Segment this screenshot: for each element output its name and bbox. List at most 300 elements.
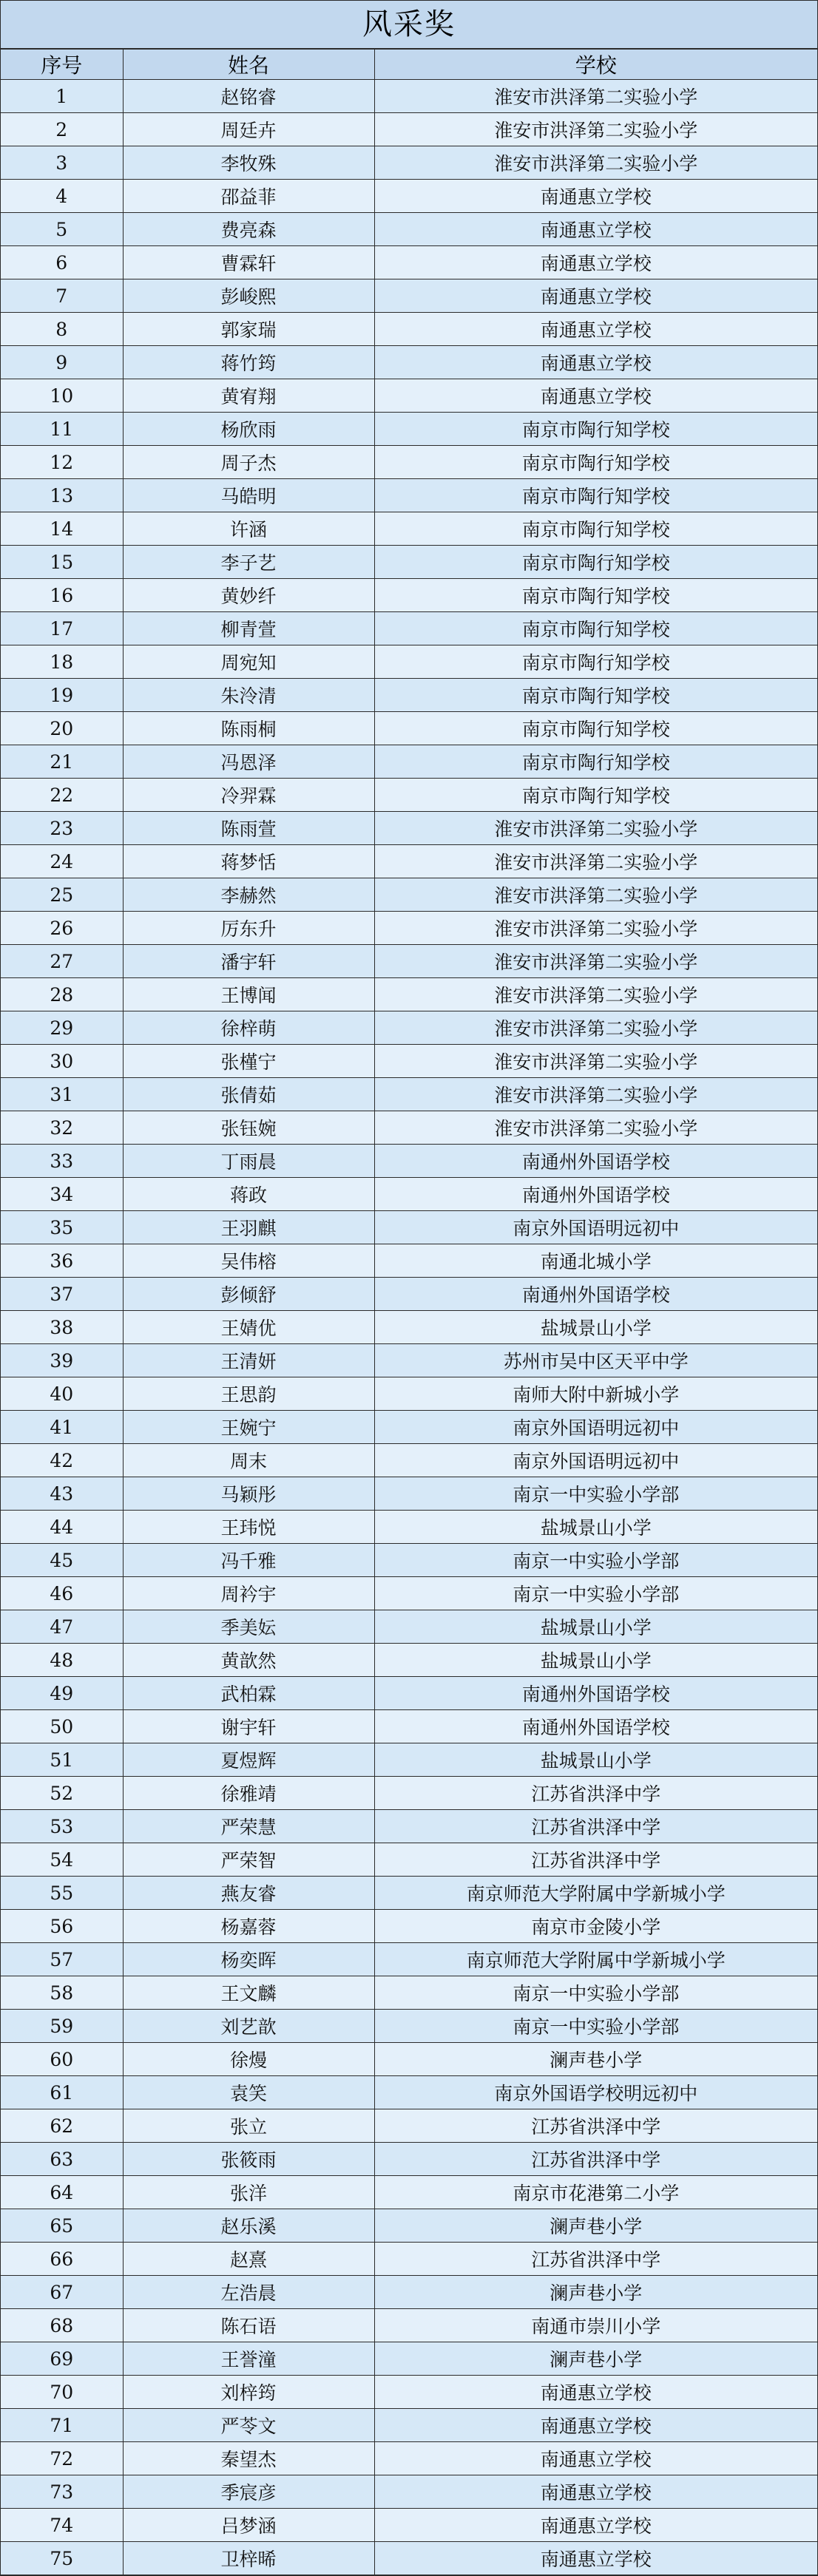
school-cell: 南通惠立学校 [374,2509,817,2542]
name-cell: 冷羿霖 [123,779,374,812]
school-cell: 南通惠立学校 [374,2409,817,2442]
name-cell: 严苓文 [123,2409,374,2442]
index-cell: 71 [1,2409,123,2442]
name-cell: 周廷卉 [123,113,374,146]
name-cell: 杨嘉蓉 [123,1910,374,1943]
index-cell: 21 [1,745,123,779]
school-cell: 南通惠立学校 [374,2475,817,2509]
table-row [1,845,817,878]
school-cell: 南师大附中新城小学 [374,1377,817,1411]
name-cell: 潘宇轩 [123,945,374,978]
name-cell: 张倩茹 [123,1078,374,1111]
index-cell: 46 [1,1577,123,1610]
table-row [1,2043,817,2076]
table-row [1,1843,817,1877]
table-row [1,246,817,279]
table-row [1,1311,817,1344]
index-cell: 11 [1,413,123,446]
index-cell: 40 [1,1377,123,1411]
school-cell: 南京外国语明远初中 [374,1211,817,1244]
school-cell: 南京市陶行知学校 [374,579,817,612]
index-cell: 72 [1,2442,123,2475]
name-cell: 张钰婉 [123,1111,374,1145]
index-cell: 28 [1,978,123,1011]
index-cell: 57 [1,1943,123,1976]
table-row [1,2143,817,2176]
name-cell: 彭倾舒 [123,1278,374,1311]
name-cell: 秦望杰 [123,2442,374,2475]
index-cell: 13 [1,479,123,512]
table-row [1,745,817,779]
name-cell: 黄妙纤 [123,579,374,612]
table-row [1,546,817,579]
table-row [1,1344,817,1377]
table-row [1,1477,817,1511]
table-row [1,1777,817,1810]
school-cell: 南京市陶行知学校 [374,712,817,745]
school-cell: 淮安市洪泽第二实验小学 [374,80,817,113]
table-row [1,945,817,978]
index-cell: 53 [1,1810,123,1843]
name-cell: 王羽麒 [123,1211,374,1244]
school-cell: 盐城景山小学 [374,1644,817,1677]
index-cell: 56 [1,1910,123,1943]
name-cell: 黄宥翔 [123,379,374,413]
table-row [1,1278,817,1311]
table-row [1,213,817,246]
name-cell: 严荣慧 [123,1810,374,1843]
school-cell: 淮安市洪泽第二实验小学 [374,1078,817,1111]
index-cell: 1 [1,80,123,113]
name-cell: 厉东升 [123,912,374,945]
school-cell: 淮安市洪泽第二实验小学 [374,878,817,912]
name-cell: 费亮森 [123,213,374,246]
table-row [1,912,817,945]
table-row [1,379,817,413]
name-cell: 吕梦涵 [123,2509,374,2542]
name-cell: 朱泠清 [123,679,374,712]
index-cell: 45 [1,1544,123,1577]
table-row [1,1444,817,1477]
school-cell: 南通惠立学校 [374,2442,817,2475]
header-name: 姓名 [123,50,374,80]
index-cell: 58 [1,1976,123,2010]
table-row [1,1943,817,1976]
index-cell: 6 [1,246,123,279]
index-cell: 73 [1,2475,123,2509]
index-cell: 24 [1,845,123,878]
index-cell: 22 [1,779,123,812]
table-row [1,2276,817,2309]
name-cell: 杨欣雨 [123,413,374,446]
index-cell: 29 [1,1011,123,1045]
index-cell: 63 [1,2143,123,2176]
table-row [1,812,817,845]
school-cell: 淮安市洪泽第二实验小学 [374,146,817,180]
table-row [1,2243,817,2276]
table-row [1,1677,817,1710]
index-cell: 25 [1,878,123,912]
name-cell: 黄歆然 [123,1644,374,1677]
index-cell: 16 [1,579,123,612]
table-row [1,1743,817,1777]
table-row [1,279,817,313]
index-cell: 10 [1,379,123,413]
table-row [1,1045,817,1078]
table-row [1,579,817,612]
name-cell: 吴伟榕 [123,1244,374,1278]
school-cell: 南京一中实验小学部 [374,1544,817,1577]
school-cell: 南京市陶行知学校 [374,612,817,645]
name-cell: 刘梓筠 [123,2376,374,2409]
index-cell: 2 [1,113,123,146]
name-cell: 蒋竹筠 [123,346,374,379]
school-cell: 江苏省洪泽中学 [374,2143,817,2176]
name-cell: 王思韵 [123,1377,374,1411]
table-row [1,779,817,812]
table-row [1,2376,817,2409]
school-cell: 南京师范大学附属中学新城小学 [374,1877,817,1910]
table-row [1,2176,817,2209]
school-cell: 江苏省洪泽中学 [374,2243,817,2276]
index-cell: 35 [1,1211,123,1244]
school-cell: 南京市花港第二小学 [374,2176,817,2209]
name-cell: 陈石语 [123,2309,374,2342]
name-cell: 李牧殊 [123,146,374,180]
name-cell: 彭峻熙 [123,279,374,313]
index-cell: 37 [1,1278,123,1311]
school-cell: 南京市金陵小学 [374,1910,817,1943]
school-cell: 淮安市洪泽第二实验小学 [374,912,817,945]
school-cell: 南京一中实验小学部 [374,1976,817,2010]
index-cell: 55 [1,1877,123,1910]
table-row [1,712,817,745]
index-cell: 3 [1,146,123,180]
index-cell: 52 [1,1777,123,1810]
index-cell: 64 [1,2176,123,2209]
name-cell: 刘艺歆 [123,2010,374,2043]
school-cell: 南通州外国语学校 [374,1145,817,1178]
school-cell: 南京一中实验小学部 [374,1477,817,1511]
index-cell: 34 [1,1178,123,1211]
name-cell: 徐梓萌 [123,1011,374,1045]
index-cell: 20 [1,712,123,745]
name-cell: 邵益菲 [123,180,374,213]
index-cell: 27 [1,945,123,978]
table-row [1,446,817,479]
table-row [1,1877,817,1910]
index-cell: 9 [1,346,123,379]
school-cell: 淮安市洪泽第二实验小学 [374,945,817,978]
index-cell: 66 [1,2243,123,2276]
name-cell: 张槿宁 [123,1045,374,1078]
index-cell: 62 [1,2109,123,2143]
name-cell: 王婧优 [123,1311,374,1344]
school-cell: 南通州外国语学校 [374,1278,817,1311]
table-row [1,1577,817,1610]
index-cell: 44 [1,1511,123,1544]
name-cell: 李赫然 [123,878,374,912]
index-cell: 75 [1,2542,123,2575]
table-row [1,413,817,446]
index-cell: 4 [1,180,123,213]
name-cell: 张筱雨 [123,2143,374,2176]
header-index: 序号 [1,50,123,80]
name-cell: 卫梓晞 [123,2542,374,2575]
table-row [1,2109,817,2143]
table-row [1,1644,817,1677]
school-cell: 苏州市吴中区天平中学 [374,1344,817,1377]
school-cell: 南通惠立学校 [374,313,817,346]
school-cell: 南通惠立学校 [374,279,817,313]
school-cell: 南通惠立学校 [374,246,817,279]
school-cell: 江苏省洪泽中学 [374,1843,817,1877]
school-cell: 南通惠立学校 [374,2376,817,2409]
school-cell: 盐城景山小学 [374,1743,817,1777]
index-cell: 49 [1,1677,123,1710]
table-row [1,612,817,645]
school-cell: 南京市陶行知学校 [374,645,817,679]
name-cell: 许涵 [123,512,374,546]
school-cell: 澜声巷小学 [374,2043,817,2076]
school-cell: 澜声巷小学 [374,2209,817,2243]
name-cell: 蒋政 [123,1178,374,1211]
table-row [1,113,817,146]
name-cell: 丁雨晨 [123,1145,374,1178]
table-row [1,1111,817,1145]
index-cell: 68 [1,2309,123,2342]
index-cell: 42 [1,1444,123,1477]
school-cell: 盐城景山小学 [374,1511,817,1544]
index-cell: 61 [1,2076,123,2109]
school-cell: 南京外国语明远初中 [374,1411,817,1444]
school-cell: 淮安市洪泽第二实验小学 [374,1011,817,1045]
name-cell: 马颖彤 [123,1477,374,1511]
name-cell: 王文麟 [123,1976,374,2010]
school-cell: 澜声巷小学 [374,2342,817,2376]
table-row [1,1511,817,1544]
school-cell: 淮安市洪泽第二实验小学 [374,1045,817,1078]
table-row [1,2342,817,2376]
school-cell: 盐城景山小学 [374,1610,817,1644]
index-cell: 65 [1,2209,123,2243]
name-cell: 徐雅靖 [123,1777,374,1810]
table-row [1,645,817,679]
school-cell: 江苏省洪泽中学 [374,2109,817,2143]
name-cell: 曹霖轩 [123,246,374,279]
table-row [1,1011,817,1045]
name-cell: 王博闻 [123,978,374,1011]
school-cell: 淮安市洪泽第二实验小学 [374,978,817,1011]
name-cell: 季美妘 [123,1610,374,1644]
index-cell: 7 [1,279,123,313]
school-cell: 南通北城小学 [374,1244,817,1278]
school-cell: 南京一中实验小学部 [374,2010,817,2043]
school-cell: 南通惠立学校 [374,180,817,213]
name-cell: 左浩晨 [123,2276,374,2309]
school-cell: 南通州外国语学校 [374,1677,817,1710]
name-cell: 王婉宁 [123,1411,374,1444]
table-row [1,1610,817,1644]
name-cell: 周末 [123,1444,374,1477]
table-row [1,1211,817,1244]
school-cell: 江苏省洪泽中学 [374,1810,817,1843]
school-cell: 南京外国语明远初中 [374,1444,817,1477]
table-row [1,313,817,346]
index-cell: 60 [1,2043,123,2076]
header-school: 学校 [374,50,817,80]
name-cell: 周衿宇 [123,1577,374,1610]
index-cell: 5 [1,213,123,246]
name-cell: 袁笑 [123,2076,374,2109]
index-cell: 17 [1,612,123,645]
table-row [1,1244,817,1278]
winners-table [1,49,817,2575]
table-row [1,1145,817,1178]
table-row [1,2209,817,2243]
index-cell: 41 [1,1411,123,1444]
school-cell: 南京一中实验小学部 [374,1577,817,1610]
table-row [1,2309,817,2342]
name-cell: 夏煜辉 [123,1743,374,1777]
table-row [1,2409,817,2442]
name-cell: 周宛知 [123,645,374,679]
name-cell: 马皓明 [123,479,374,512]
school-cell: 南京市陶行知学校 [374,745,817,779]
table-row [1,978,817,1011]
school-cell: 南通惠立学校 [374,346,817,379]
school-cell: 南京市陶行知学校 [374,512,817,546]
table-row [1,2509,817,2542]
school-cell: 澜声巷小学 [374,2276,817,2309]
table-row [1,80,817,113]
table-row [1,1710,817,1743]
school-cell: 南京市陶行知学校 [374,779,817,812]
index-cell: 30 [1,1045,123,1078]
name-cell: 柳青萱 [123,612,374,645]
index-cell: 59 [1,2010,123,2043]
table-row [1,346,817,379]
index-cell: 31 [1,1078,123,1111]
index-cell: 32 [1,1111,123,1145]
index-cell: 51 [1,1743,123,1777]
school-cell: 淮安市洪泽第二实验小学 [374,1111,817,1145]
name-cell: 严荣智 [123,1843,374,1877]
name-cell: 张洋 [123,2176,374,2209]
index-cell: 69 [1,2342,123,2376]
table-row [1,2542,817,2575]
index-cell: 54 [1,1843,123,1877]
table-row [1,1544,817,1577]
header-row [1,50,817,80]
school-cell: 南通惠立学校 [374,2542,817,2575]
school-cell: 南京市陶行知学校 [374,413,817,446]
table-row [1,2475,817,2509]
name-cell: 冯千雅 [123,1544,374,1577]
table-row [1,146,817,180]
index-cell: 15 [1,546,123,579]
name-cell: 蒋梦恬 [123,845,374,878]
name-cell: 赵熹 [123,2243,374,2276]
school-cell: 盐城景山小学 [374,1311,817,1344]
name-cell: 季宸彦 [123,2475,374,2509]
table-row [1,2076,817,2109]
table-row [1,1178,817,1211]
table-row [1,479,817,512]
table-row [1,878,817,912]
index-cell: 39 [1,1344,123,1377]
school-cell: 南京市陶行知学校 [374,679,817,712]
school-cell: 南京市陶行知学校 [374,446,817,479]
table-row [1,679,817,712]
school-cell: 南京市陶行知学校 [374,479,817,512]
table-row [1,1810,817,1843]
name-cell: 徐熳 [123,2043,374,2076]
index-cell: 18 [1,645,123,679]
name-cell: 赵乐溪 [123,2209,374,2243]
school-cell: 淮安市洪泽第二实验小学 [374,845,817,878]
table-row [1,180,817,213]
name-cell: 冯恩泽 [123,745,374,779]
name-cell: 陈雨萱 [123,812,374,845]
index-cell: 50 [1,1710,123,1743]
table-row [1,2010,817,2043]
index-cell: 74 [1,2509,123,2542]
school-cell: 南京市陶行知学校 [374,546,817,579]
table-row [1,1411,817,1444]
table-row [1,1078,817,1111]
name-cell: 王清妍 [123,1344,374,1377]
name-cell: 张立 [123,2109,374,2143]
school-cell: 南通市崇川小学 [374,2309,817,2342]
index-cell: 67 [1,2276,123,2309]
school-cell: 南京外国语学校明远初中 [374,2076,817,2109]
school-cell: 淮安市洪泽第二实验小学 [374,113,817,146]
index-cell: 38 [1,1311,123,1344]
name-cell: 李子艺 [123,546,374,579]
school-cell: 南通州外国语学校 [374,1710,817,1743]
name-cell: 谢宇轩 [123,1710,374,1743]
table-title: 风采奖 [1,1,817,49]
index-cell: 26 [1,912,123,945]
name-cell: 周子杰 [123,446,374,479]
index-cell: 70 [1,2376,123,2409]
school-cell: 南京师范大学附属中学新城小学 [374,1943,817,1976]
index-cell: 47 [1,1610,123,1644]
name-cell: 燕友睿 [123,1877,374,1910]
table-row [1,1377,817,1411]
name-cell: 陈雨桐 [123,712,374,745]
school-cell: 南通惠立学校 [374,379,817,413]
index-cell: 12 [1,446,123,479]
school-cell: 南通州外国语学校 [374,1178,817,1211]
index-cell: 36 [1,1244,123,1278]
table-row [1,2442,817,2475]
index-cell: 23 [1,812,123,845]
table-row [1,512,817,546]
name-cell: 王誉潼 [123,2342,374,2376]
school-cell: 南通惠立学校 [374,213,817,246]
index-cell: 14 [1,512,123,546]
index-cell: 48 [1,1644,123,1677]
name-cell: 郭家瑞 [123,313,374,346]
index-cell: 43 [1,1477,123,1511]
school-cell: 淮安市洪泽第二实验小学 [374,812,817,845]
table-row [1,1976,817,2010]
name-cell: 王玮悦 [123,1511,374,1544]
index-cell: 8 [1,313,123,346]
name-cell: 赵铭睿 [123,80,374,113]
